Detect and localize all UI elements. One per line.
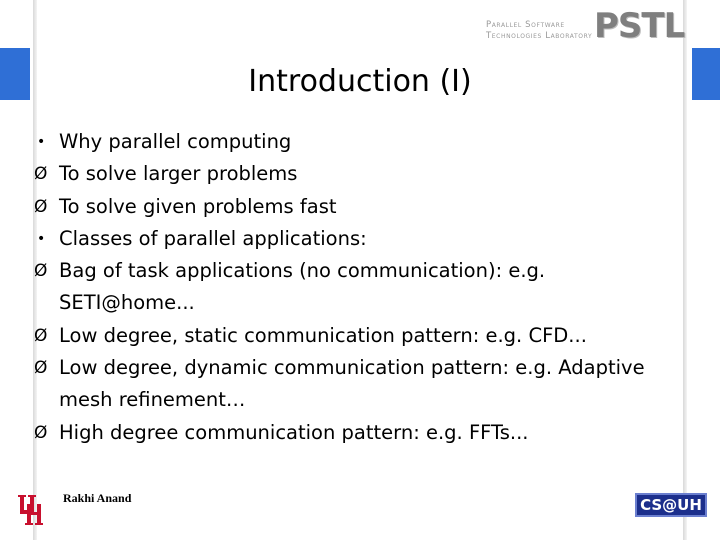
slide-title: Introduction (I) bbox=[248, 64, 472, 99]
bullet-text: Bag of task applications (no communication): e.g. SETI@home... bbox=[59, 259, 546, 315]
arrow-bullet-marker: Ø bbox=[34, 358, 48, 379]
bullet-text: High degree communication pattern: e.g. FFTs... bbox=[59, 420, 529, 444]
lab-name-line1: Parallel Software bbox=[486, 20, 565, 30]
bullet-text: Why parallel computing bbox=[59, 130, 292, 153]
bullet-item bbox=[34, 223, 684, 255]
bullet-item bbox=[34, 320, 684, 352]
lab-name-line2: Technologies Laboratory bbox=[486, 31, 593, 41]
lab-name bbox=[486, 20, 598, 42]
arrow-bullet-marker: Ø bbox=[34, 164, 48, 185]
bullet-item bbox=[34, 158, 684, 190]
bullet-item bbox=[34, 191, 684, 223]
bullet-item bbox=[34, 352, 684, 417]
bullet-text: Low degree, static communication pattern: e.g. CFD... bbox=[59, 323, 587, 347]
pstl-logo: PSTL bbox=[594, 6, 685, 46]
uh-logo-icon bbox=[17, 492, 47, 526]
bullet-text: Classes of parallel applications: bbox=[59, 226, 367, 250]
arrow-bullet-marker: Ø bbox=[34, 261, 48, 282]
bullet-text: Low degree, dynamic communication pattern: e.g. Adaptive mesh refinement… bbox=[59, 356, 645, 412]
arrow-bullet-marker: Ø bbox=[34, 325, 48, 346]
bullet-text: To solve larger problems bbox=[59, 162, 298, 186]
bullet-item bbox=[34, 126, 684, 158]
arrow-bullet-marker: Ø bbox=[34, 422, 48, 443]
bullet-list bbox=[34, 126, 684, 449]
bullet-item bbox=[34, 417, 684, 449]
bullet-marker: • bbox=[37, 230, 46, 247]
csuh-logo: CS@UH bbox=[635, 493, 707, 517]
bullet-text: To solve given problems fast bbox=[59, 194, 337, 218]
author-name: Rakhi Anand bbox=[63, 491, 132, 505]
bullet-item bbox=[34, 255, 684, 320]
arrow-bullet-marker: Ø bbox=[34, 196, 48, 217]
bullet-marker: • bbox=[37, 134, 46, 150]
